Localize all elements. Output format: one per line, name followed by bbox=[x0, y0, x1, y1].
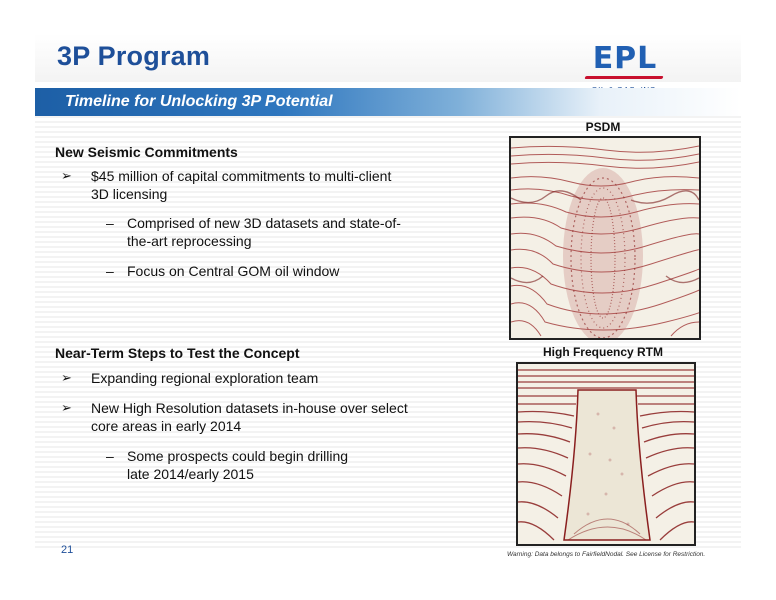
arrow-bullet-icon: ➢ bbox=[61, 168, 72, 183]
license-warning: Warning: Data belongs to FairfieldNodal. See License for Restriction. bbox=[507, 551, 706, 558]
arrow-bullet-icon: ➢ bbox=[61, 370, 72, 385]
rtm-label: High Frequency RTM bbox=[542, 345, 663, 359]
sub-bullet-text: Comprised of new 3D datasets and state-of- bbox=[127, 215, 401, 231]
section-title: Near-Term Steps to Test the Concept bbox=[55, 345, 300, 361]
bullet-text-cont: core areas in early 2014 bbox=[91, 418, 242, 434]
rtm-image bbox=[516, 362, 696, 546]
bullet-item bbox=[55, 369, 465, 387]
logo-swoosh bbox=[584, 76, 663, 79]
psdm-image bbox=[509, 136, 701, 340]
bullet-text: New High Resolution datasets in-house over select bbox=[91, 400, 408, 416]
sub-bullet-item bbox=[55, 447, 465, 483]
slide bbox=[35, 34, 741, 564]
psdm-label: PSDM bbox=[585, 120, 621, 134]
section-title: New Seismic Commitments bbox=[55, 144, 238, 160]
subtitle-band bbox=[35, 88, 741, 116]
page-number: 21 bbox=[61, 544, 74, 556]
arrow-bullet-icon: ➢ bbox=[61, 400, 72, 415]
sub-bullet-item bbox=[55, 262, 465, 280]
dash-marker: – bbox=[106, 215, 114, 231]
bullet-text: Expanding regional exploration team bbox=[91, 370, 319, 386]
sub-bullet-text-cont: late 2014/early 2015 bbox=[127, 466, 254, 482]
section-new-seismic bbox=[55, 144, 465, 280]
section-near-term bbox=[55, 345, 465, 483]
sub-bullet-text: Focus on Central GOM oil window bbox=[127, 263, 340, 279]
subtitle: Timeline for Unlocking 3P Potential bbox=[65, 93, 333, 110]
sub-bullet-text-cont: the-art reprocessing bbox=[127, 233, 252, 249]
dash-marker: – bbox=[106, 263, 114, 279]
bullet-text-cont: 3D licensing bbox=[91, 186, 168, 202]
seismic-section-icon bbox=[518, 364, 694, 544]
bullet-item bbox=[55, 167, 465, 203]
bullet-text: $45 million of capital commitments to multi-client bbox=[91, 168, 392, 184]
seismic-section-icon bbox=[511, 138, 699, 338]
dash-marker: – bbox=[106, 448, 114, 464]
sub-bullet-item bbox=[55, 214, 465, 250]
logo-letters: EPL bbox=[592, 41, 658, 76]
bullet-item bbox=[55, 399, 465, 435]
sub-bullet-text: Some prospects could begin drilling bbox=[127, 448, 349, 464]
page-title: 3P Program bbox=[57, 41, 211, 71]
